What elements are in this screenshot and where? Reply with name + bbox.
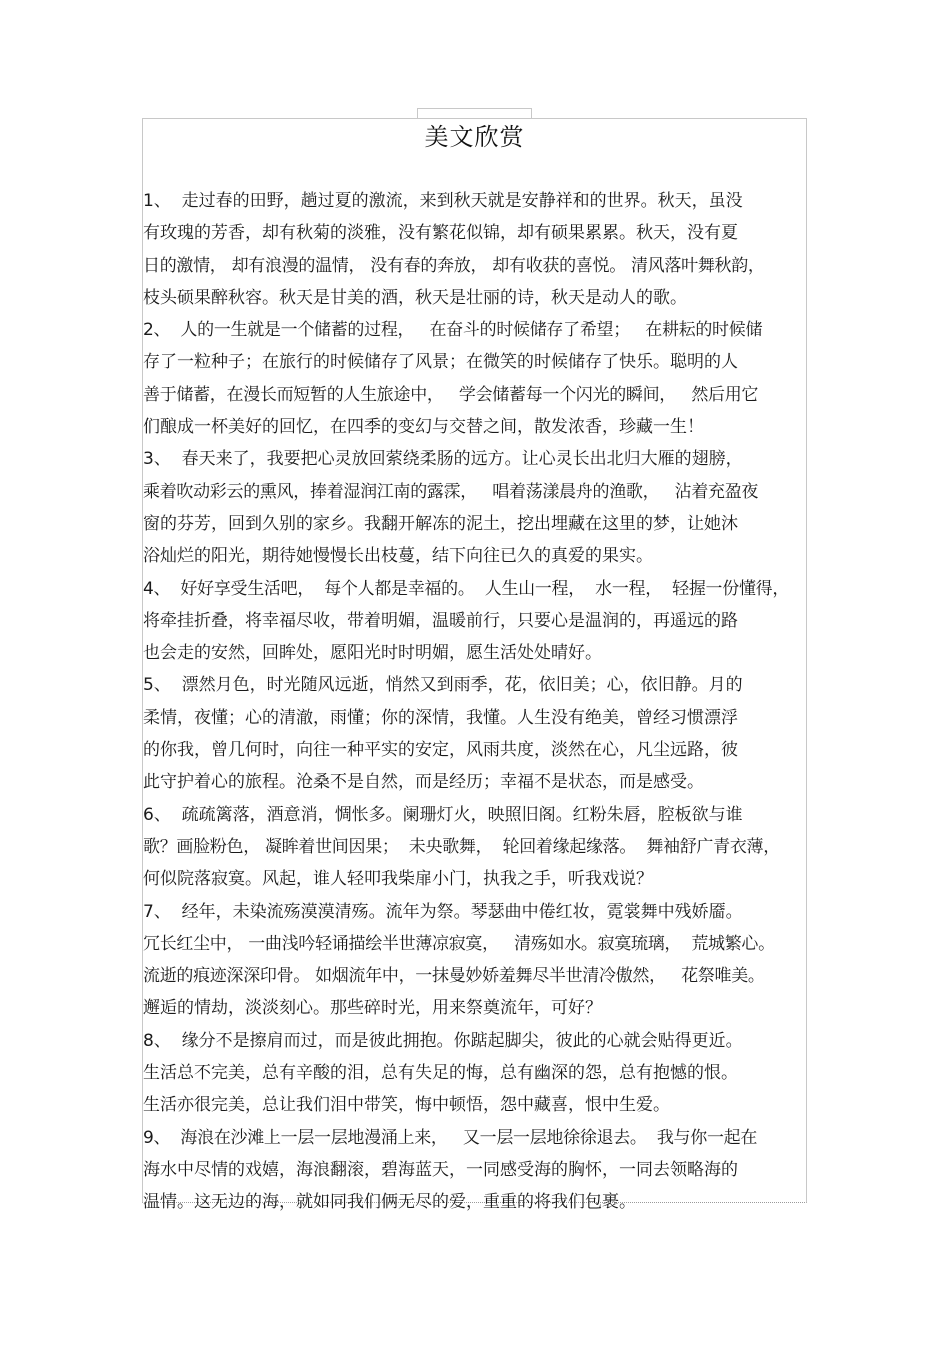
text-line: 此守护着心的旅程。沧桑不是自然，而是经历；幸福不是状态，而是感受。 [143,772,704,793]
text-line: 2、 人的一生就是一个储蓄的过程， 在奋斗的时候储存了希望； 在耕耘的时候储 [143,320,763,341]
text-line: 生活总不完美，总有辛酸的泪，总有失足的悔，总有幽深的怨，总有抱憾的恨。 [143,1063,738,1084]
text-line: 浴灿烂的阳光，期待她慢慢长出枝蔓，结下向往已久的真爱的果实。 [143,546,653,567]
text-line: 何似院落寂寞。风起，谁人轻叩我柴扉小门，执我之手，听我戏说？ [143,869,653,890]
text-line: 温情。这无边的海，就如同我们俩无尽的爱，重重的将我们包裹。 [143,1192,636,1213]
text-line: 生活亦很完美，总让我们泪中带笑，悔中顿悟，怨中藏喜，恨中生爱。 [143,1095,670,1116]
text-line: 窗的芬芳，回到久别的家乡。我翻开解冻的泥土，挖出埋藏在这里的梦，让她沐 [143,513,738,534]
text-line: 存了一粒种子；在旅行的时候储存了风景；在微笑的时候储存了快乐。聪明的人 [143,352,738,373]
text-line: 乘着吹动彩云的熏风，捧着湿润江南的露霂， 唱着荡漾晨舟的渔歌， 沾着充盈夜 [143,481,759,502]
document-body [143,185,807,1219]
text-line: 4、 好好享受生活吧， 每个人都是幸福的。 人生山一程， 水一程， 轻握一份懂得， [143,578,790,599]
text-line: 柔情，夜懂；心的清澈，雨懂；你的深情，我懂。人生没有绝美，曾经习惯漂浮 [143,707,738,728]
text-line: 9、 海浪在沙滩上一层一层地漫涌上来， 又一层一层地徐徐退去。 我与你一起在 [143,1127,758,1148]
text-line: 也会走的安然，回眸处，愿阳光时时明媚，愿生活处处晴好。 [143,643,602,664]
text-line: 有玫瑰的芳香，却有秋菊的淡雅，没有繁花似锦，却有硕果累累。秋天，没有夏 [143,223,738,244]
text-line: 3、 春天来了，我要把心灵放回萦绕柔肠的远方。让心灵长出北归大雁的翅膀， [143,449,743,470]
text-line: 1、 走过春的田野，趟过夏的激流，来到秋天就是安静祥和的世界。秋天，虽没 [143,191,743,211]
text-line: 的你我，曾几何时，向往一种平实的安定，风雨共度，淡然在心，凡尘远路，彼 [143,740,738,761]
document-title: 美文欣赏 [424,123,525,151]
text-line: 5、 漂然月色，时光随风远逝，悄然又到雨季，花，依旧美；心，依旧静。月的 [143,675,743,696]
text-line: 7、 经年，未染流殇漠漠清殇。流年为祭。琴瑟曲中倦红妆，霓裳舞中残娇靥。 [143,901,743,922]
text-line: 8、 缘分不是擦肩而过，而是彼此拥抱。你踮起脚尖，彼此的心就会贴得更近。 [143,1030,743,1051]
text-line: 6、 疏疏篱落，酒意消，惆怅多。阑珊灯火，映照旧阁。红粉朱唇，腔板欲与谁 [143,804,743,825]
text-line: 邂逅的情劫，淡淡刻心。那些碎时光，用来祭奠流年，可好？ [143,998,602,1019]
text-line: 枝头硕果醉秋容。秋天是甘美的酒，秋天是壮丽的诗，秋天是动人的歌。 [143,287,687,308]
text-line: 海水中尽情的戏嬉，海浪翻滚，碧海蓝天，一同感受海的胸怀，一同去领略海的 [143,1159,738,1180]
text-line: 善于储蓄，在漫长而短暂的人生旅途中， 学会储蓄每一个闪光的瞬间， 然后用它 [143,384,759,405]
text-line: 流逝的痕迹深深印骨。 如烟流年中，一抹曼妙娇羞舞尽半世清冷傲然， 花祭唯美。 [143,966,765,987]
text-line: 将牵挂折叠，将幸福尽收，带着明媚，温暖前行，只要心是温润的，再遥远的路 [143,610,738,631]
text-line: 们酿成一杯美好的回忆，在四季的变幻与交替之间，散发浓香，珍藏一生！ [143,417,704,438]
text-line: 冗长红尘中， 一曲浅吟轻诵描绘半世薄凉寂寞， 清殇如水。寂寞琉璃， 荒城繁心。 [143,933,775,954]
text-line: 歌？画脸粉色， 凝眸着世间因果； 未央歌舞， 轮回着缘起缘落。 舞袖舒广青衣薄， [143,836,780,857]
text-line: 日的激情， 却有浪漫的温情， 没有春的奔放， 却有收获的喜悦。 清风落叶舞秋韵， [143,255,765,276]
